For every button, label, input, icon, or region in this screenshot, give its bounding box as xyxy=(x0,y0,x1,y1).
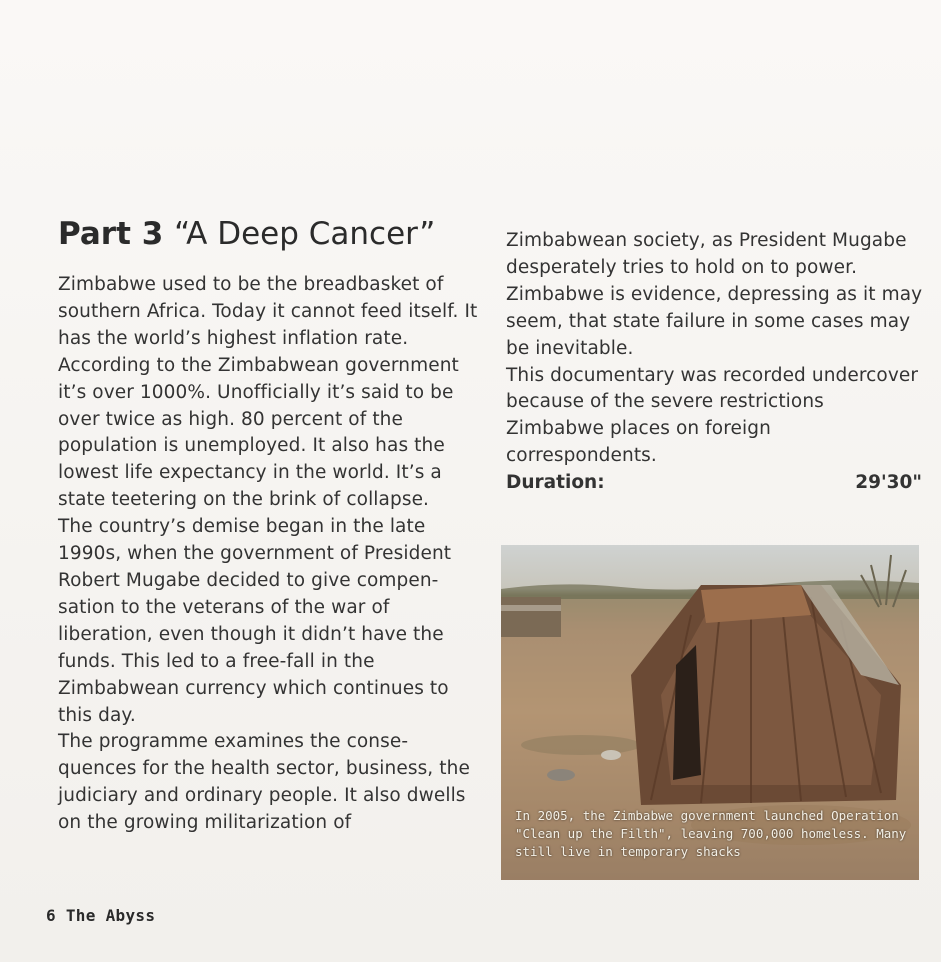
left-column xyxy=(58,212,478,837)
heading-title: “A Deep Cancer” xyxy=(174,216,436,252)
page-footer: 6 The Abyss xyxy=(46,906,156,925)
right-column xyxy=(506,228,926,497)
paragraph: The country’s demise began in the late 1990s, when the government of President Robert Mugabe decided to give compen-sation to the veterans of the war of liberation, even though it didn’t have the funds. This led to a free-fall in the Zimbabwean currency which continues to this day. xyxy=(58,516,452,726)
paragraph: Zimbabwe used to be the breadbasket of southern Africa. Today it cannot feed itself. It has the world’s highest inflation rate. According to the Zimbabwean government it’s over 1000%. Unofficially it’s said to be over twice as high. 80 percent of the population is unemployed. It also has the lowest life expectancy in the world. It’s a state teetering on the brink of collapse. xyxy=(58,274,478,511)
tin-roof-shack-photo xyxy=(501,545,919,880)
paragraph: This documentary was recorded undercover because of the severe restrictions Zimbabwe places on foreign correspondents. xyxy=(506,364,919,467)
paragraph: The programme examines the conse-quences for the health sector, business, the judiciary and ordinary people. It also dwells on the growing militarization of xyxy=(58,731,470,834)
duration-row xyxy=(506,470,922,497)
duration-value: 29'30" xyxy=(855,472,922,494)
heading-part-number: Part 3 xyxy=(58,216,164,252)
section-heading xyxy=(58,212,478,256)
photo-caption: In 2005, the Zimbabwe government launched Operation "Clean up the Filth", leaving 700,000 homeless. Many still live in temporary shacks xyxy=(515,808,907,859)
paragraph: Zimbabwean society, as President Mugabe desperately tries to hold on to power. Zimbabwe is evidence, depressing as it may seem, that state failure in some cases may be inevitable. xyxy=(506,230,923,359)
duration-label: Duration: xyxy=(506,472,605,494)
